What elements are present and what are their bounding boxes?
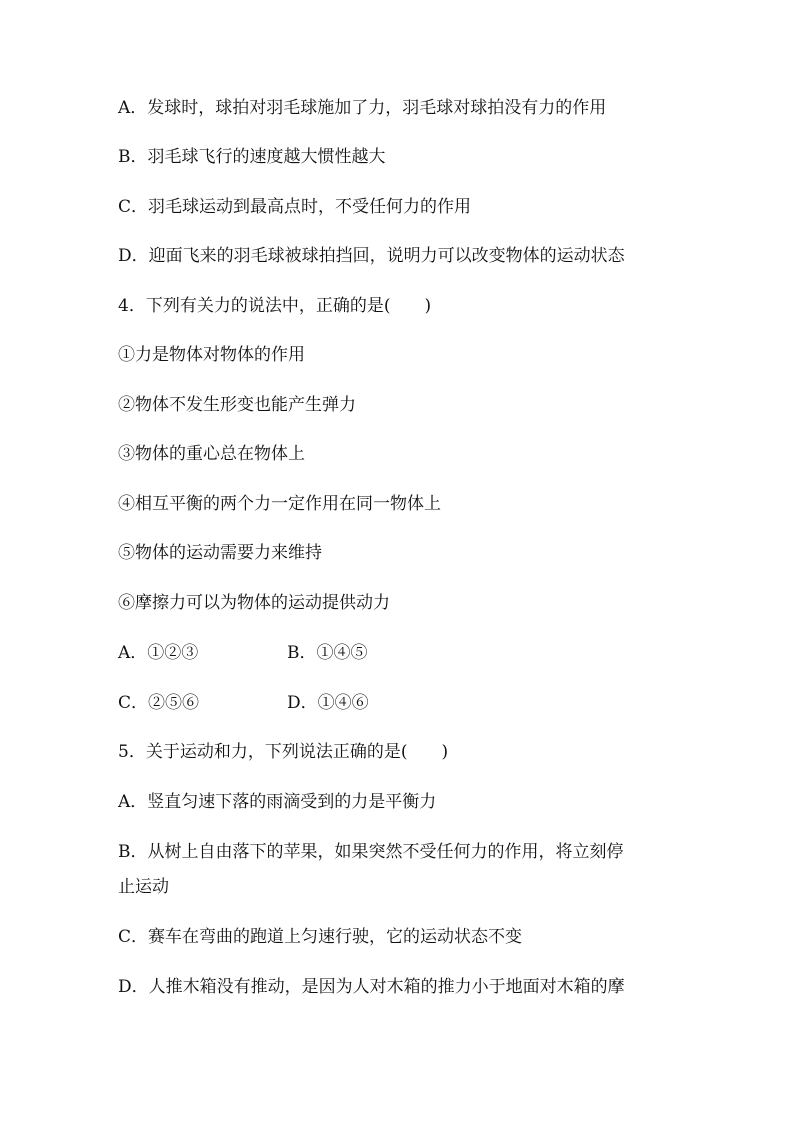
q4-option-d: D．①④⑥ (287, 693, 369, 713)
q4-statement-5: ⑤物体的运动需要力来维持 (118, 543, 322, 563)
q5-option-b-line2: 止运动 (118, 877, 169, 897)
q4-statement-1: ①力是物体对物体的作用 (118, 345, 305, 365)
q3-option-c: C．羽毛球运动到最高点时，不受任何力的作用 (118, 197, 472, 217)
q4-statement-2: ②物体不发生形变也能产生弹力 (118, 395, 356, 415)
q5-option-c: C．赛车在弯曲的跑道上匀速行驶，它的运动状态不变 (118, 927, 523, 947)
q4-statement-3: ③物体的重心总在物体上 (118, 444, 305, 464)
q5-option-a: A．竖直匀速下落的雨滴受到的力是平衡力 (118, 792, 437, 812)
q4-option-b: B．①④⑤ (287, 643, 368, 663)
q4-option-c: C．②⑤⑥ (118, 693, 200, 713)
q3-option-b: B．羽毛球飞行的速度越大惯性越大 (118, 147, 386, 167)
q5-option-b-line1: B．从树上自由落下的苹果，如果突然不受任何力的作用，将立刻停 (118, 842, 624, 862)
q4-stem: 4．下列有关力的说法中，正确的是( ) (118, 296, 432, 316)
q5-stem: 5．关于运动和力，下列说法正确的是( ) (118, 742, 449, 762)
q3-option-a: A．发球时，球拍对羽毛球施加了力，羽毛球对球拍没有力的作用 (118, 98, 607, 118)
q3-option-d: D．迎面飞来的羽毛球被球拍挡回，说明力可以改变物体的运动状态 (118, 246, 625, 266)
q4-statement-6: ⑥摩擦力可以为物体的运动提供动力 (118, 593, 390, 613)
q4-option-a: A．①②③ (118, 643, 199, 663)
q5-option-d: D．人推木箱没有推动，是因为人对木箱的推力小于地面对木箱的摩 (118, 977, 625, 997)
q4-statement-4: ④相互平衡的两个力一定作用在同一物体上 (118, 494, 441, 514)
